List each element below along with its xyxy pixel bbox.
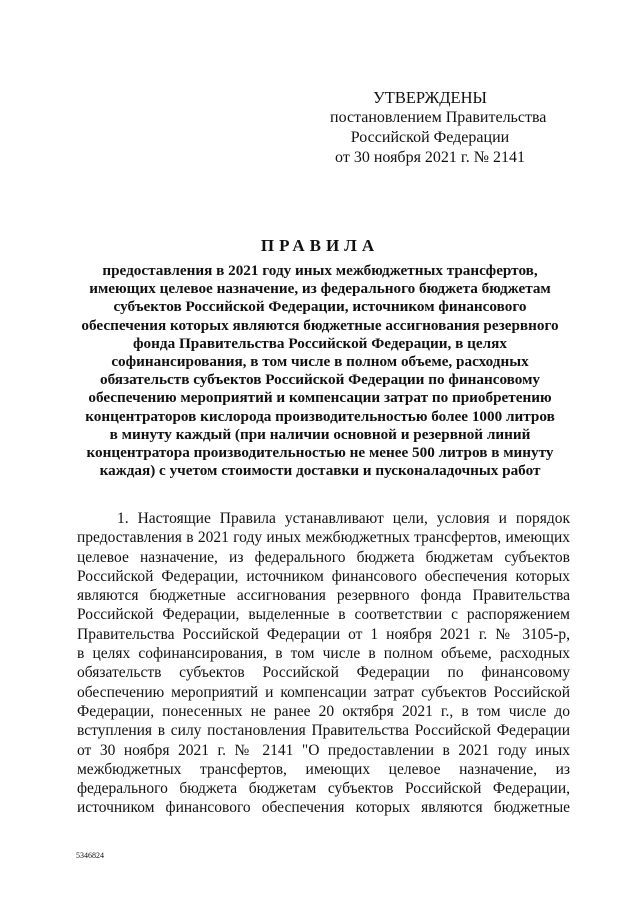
body-line: в целях софинансирования, в том числе в полном объеме, расходных	[77, 645, 570, 663]
subtitle-line: предоставления в 2021 году иных межбюджетных трансфертов,	[102, 262, 538, 279]
body-line: целевое назначение, из федерального бюджета бюджетам субъектов	[77, 548, 570, 566]
subtitle-line: обеспечению мероприятий и компенсации затрат по приобретению	[88, 389, 552, 407]
subtitle-line: имеющих целевое назначение, из федерального бюджета бюджетам	[89, 280, 551, 298]
body-line: вступления в силу постановления Правительства Российской Федерации	[77, 722, 570, 740]
body-line: Правительства Российской Федерации от 1 ноября 2021 г. № 3105-р,	[77, 625, 570, 643]
approval-block	[330, 88, 547, 168]
approval-line: от 30 ноября 2021 г. № 2141	[335, 149, 525, 166]
approval-line: Российской Федерации	[350, 129, 510, 146]
subtitle-line: обеспечения которых являются бюджетные ассигнования резервного	[81, 316, 559, 334]
body-line: источником финансового обеспечения которых являются бюджетные	[77, 799, 570, 817]
subtitle-line: фонда Правительства Российской Федерации, в целях	[133, 334, 507, 352]
body-line: обязательств субъектов Российской Федерации по финансовому	[77, 664, 570, 682]
subtitle-line: обязательств субъектов Российской Федерации по финансовому	[99, 371, 541, 389]
subtitle-line: софинансирования, в том числе в полном объеме, расходных	[111, 353, 529, 371]
body-line: Российской Федерации, источником финансового обеспечения которых	[77, 567, 570, 585]
document-title: ПРАВИЛА	[260, 236, 380, 255]
approval-heading: УТВЕРЖДЕНЫ	[373, 88, 487, 107]
subtitle-line: концентратора производительностью не менее 500 литров в минуту	[86, 444, 554, 462]
subtitle-line: концентраторов кислорода производительностью более 1000 литров	[85, 407, 555, 425]
body-line: Федерации, понесенных не ранее 20 октября 2021 г., в том числе до	[77, 702, 570, 720]
subtitle-line: каждая) с учетом стоимости доставки и пусконаладочных работ	[99, 462, 541, 480]
document-code: 5346824	[76, 851, 104, 860]
body-line: являются бюджетные ассигнования резервного фонда Правительства	[77, 587, 570, 605]
approval-line: постановлением Правительства	[330, 109, 547, 126]
body-line: 1. Настоящие Правила устанавливают цели, условия и порядок	[117, 510, 570, 527]
body-paragraph	[77, 509, 570, 818]
document-subtitle	[78, 262, 562, 480]
body-line: обеспечению мероприятий и компенсации затрат субъектов Российской	[77, 683, 570, 701]
body-line: от 30 ноября 2021 г. № 2141 "О предоставлении в 2021 году иных	[77, 741, 570, 759]
body-line: предоставления в 2021 году иных межбюджетных трансфертов, имеющих	[77, 529, 570, 547]
subtitle-line: в минуту каждый (при наличии основной и резервной линий	[109, 425, 531, 443]
body-line: Российской Федерации, выделенные в соответствии с распоряжением	[77, 606, 570, 624]
body-line: федерального бюджета бюджетам субъектов Российской Федерации,	[77, 780, 570, 798]
body-line: межбюджетных трансфертов, имеющих целевое назначение, из	[77, 760, 570, 778]
subtitle-line: субъектов Российской Федерации, источником финансового	[113, 298, 527, 316]
